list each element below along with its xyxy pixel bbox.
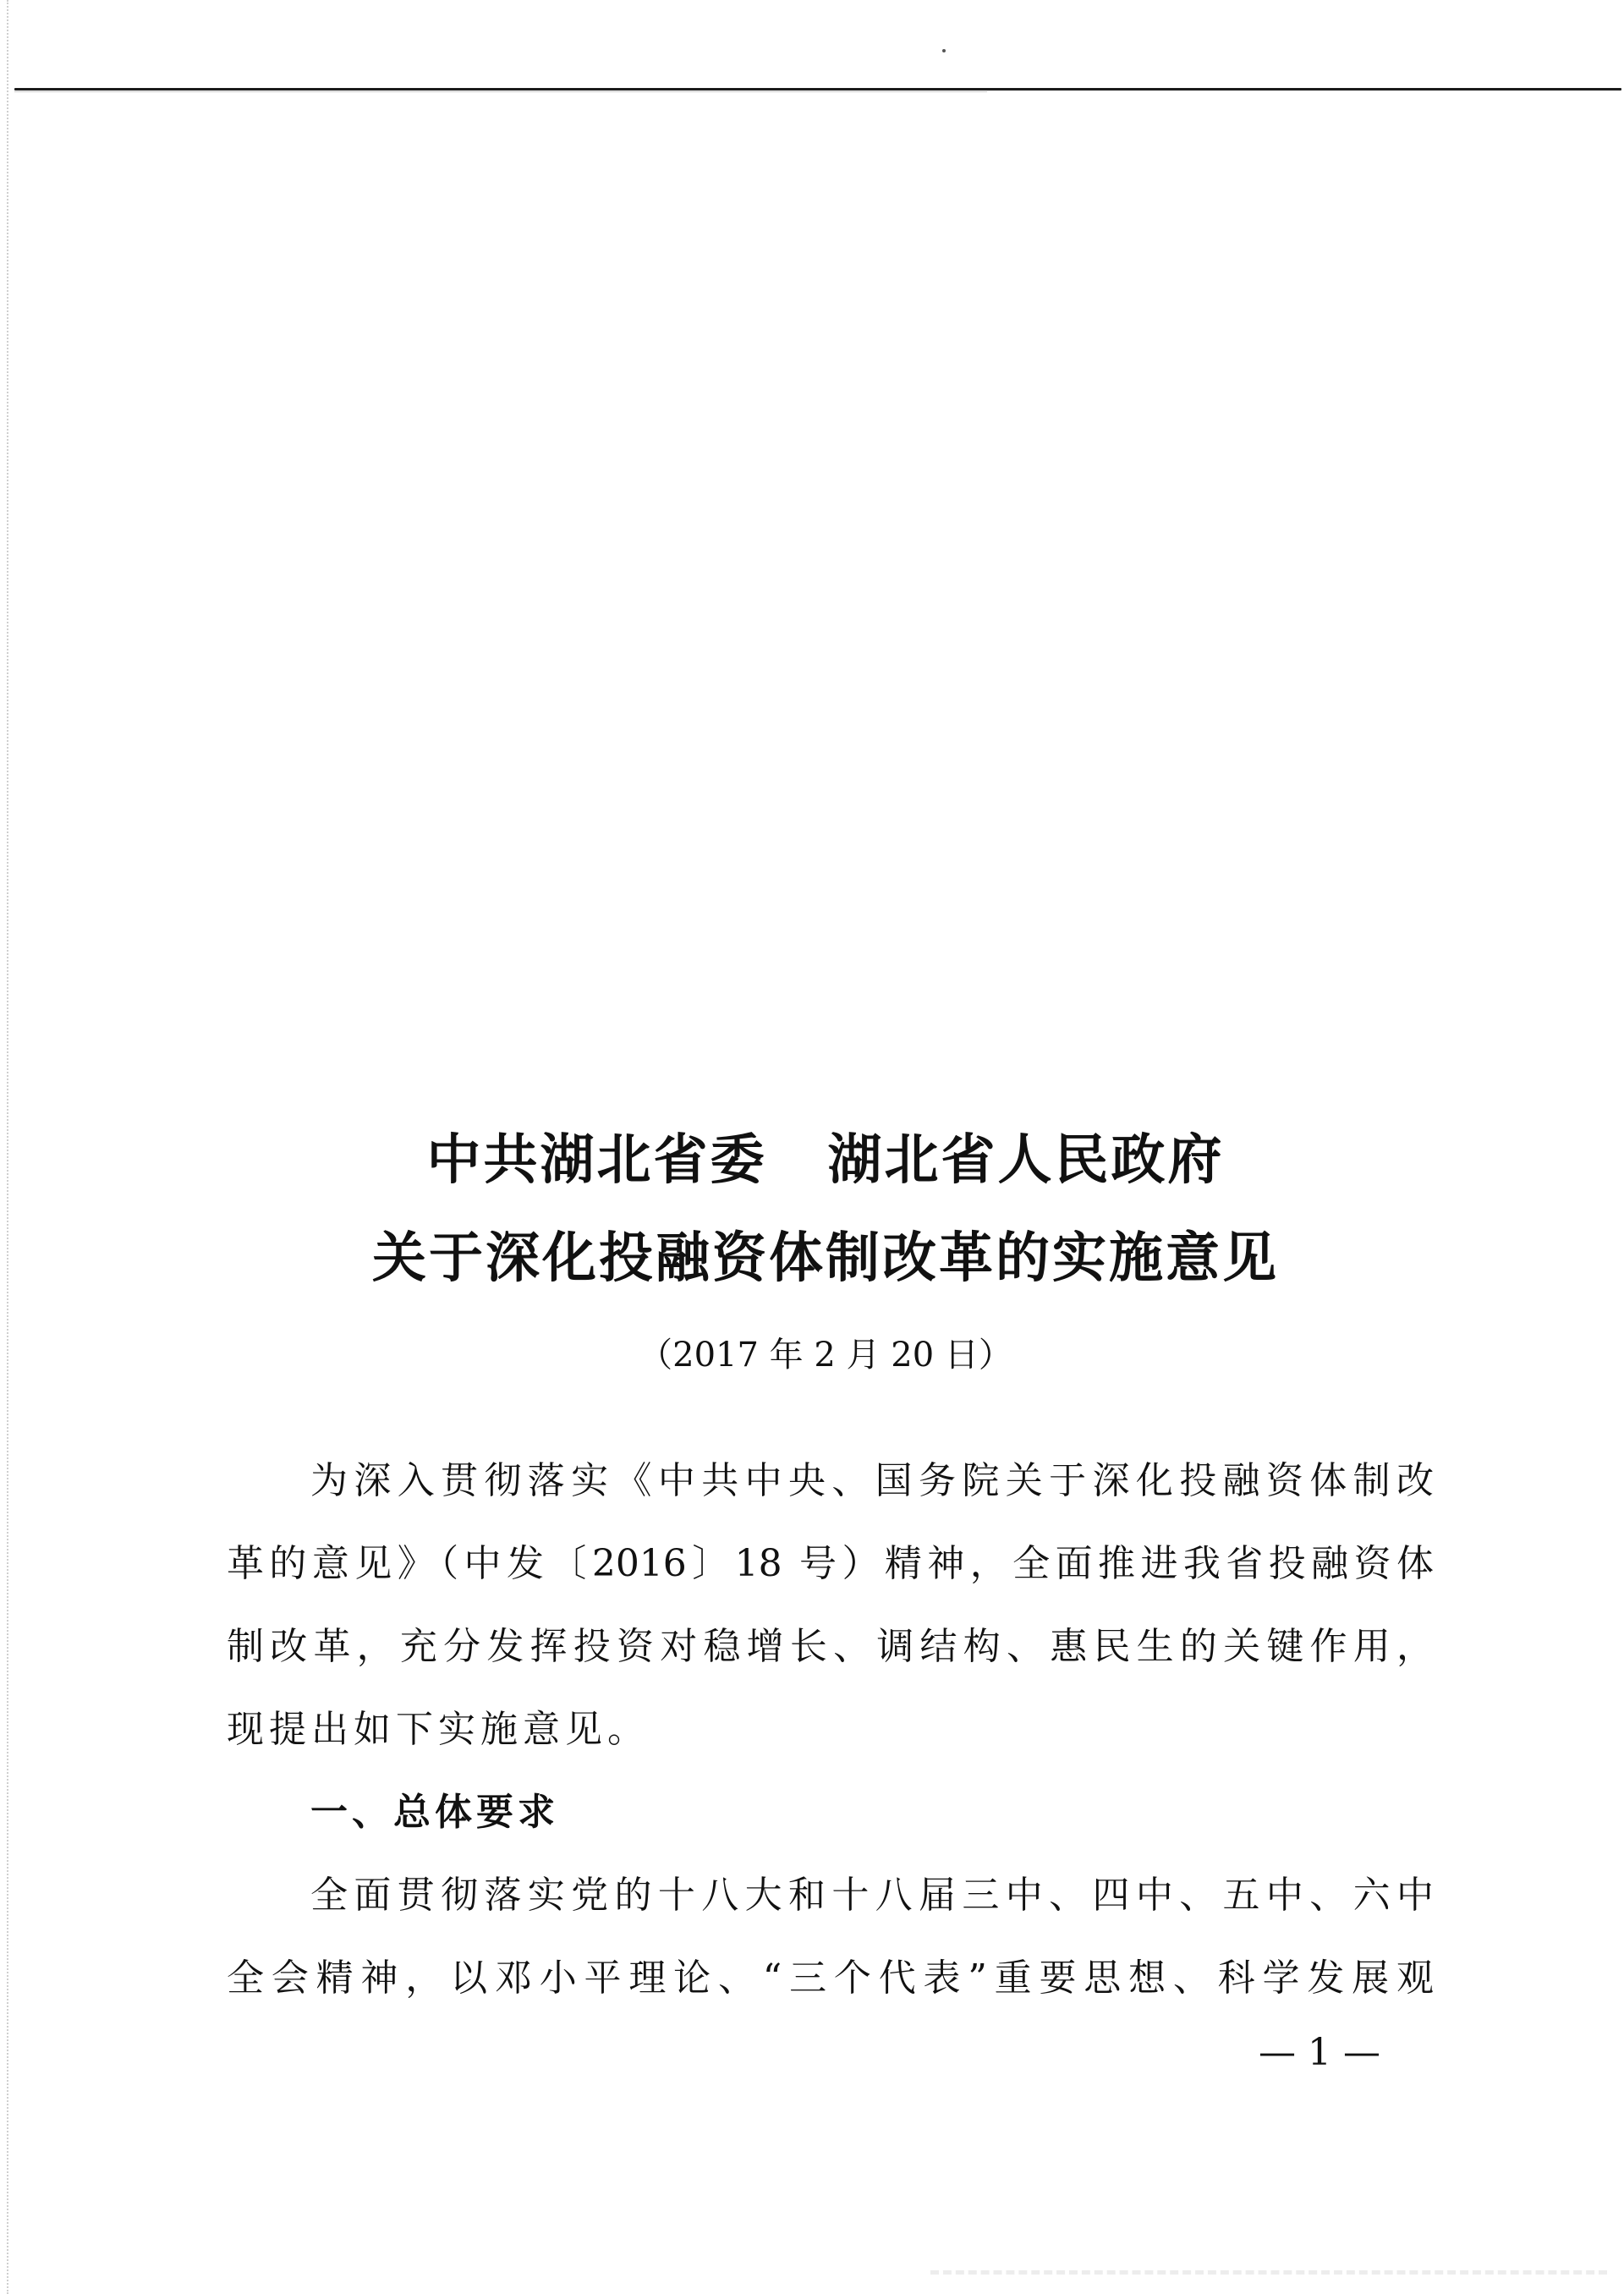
issuer-line — [352, 1127, 1299, 1194]
paragraph-line: 革的意见》（中发〔2016〕18 号）精神，全面推进我省投融资体 — [227, 1542, 1434, 1585]
document-title: 关于深化投融资体制改革的实施意见 — [372, 1227, 1279, 1290]
scan-edge-artifact — [7, 0, 8, 2294]
paragraph-line: 为深入贯彻落实《中共中央、国务院关于深化投融资体制改 — [310, 1459, 1434, 1502]
page-number: — 1 — — [1259, 2031, 1380, 2074]
paragraph-line: 制改革，充分发挥投资对稳增长、调结构、惠民生的关键作用， — [227, 1625, 1434, 1668]
issue-date: （2017 年 2 月 20 日） — [639, 1336, 1012, 1375]
paragraph-line: 全面贯彻落实党的十八大和十八届三中、四中、五中、六中 — [310, 1874, 1434, 1917]
paragraph-line: 全会精神，以邓小平理论、“三个代表”重要思想、科学发展观 — [227, 1956, 1434, 2000]
paragraph-line: 现提出如下实施意见。 — [227, 1708, 650, 1751]
scan-speck — [942, 49, 946, 52]
issuer-provincial-government: 湖北省人民政府 — [827, 1128, 1225, 1192]
top-rule-shadow — [14, 91, 987, 92]
bleed-through-marks — [930, 2270, 1607, 2275]
section-heading: 一、总体要求 — [310, 1791, 559, 1834]
issuer-party-committee: 中共湖北省委 — [426, 1128, 767, 1192]
top-rule — [14, 88, 1621, 91]
